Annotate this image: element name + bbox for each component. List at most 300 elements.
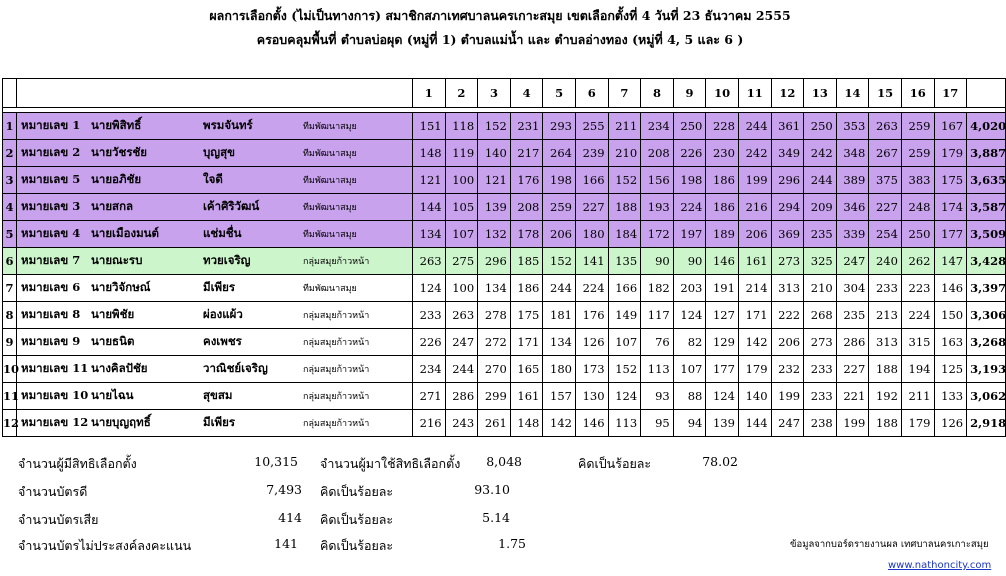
candidate-last-name: พรมจันทร์ (203, 118, 253, 132)
vote-cell: 177 (934, 221, 967, 248)
vote-cell: 135 (608, 248, 641, 275)
vote-cell: 278 (478, 302, 511, 329)
vote-cell: 140 (738, 383, 771, 410)
candidate-cell (17, 356, 413, 383)
vote-cell: 223 (901, 275, 934, 302)
candidate-cell (17, 140, 413, 167)
candidate-first-name: นายบุญฤทธิ์ (91, 415, 151, 429)
vote-cell: 198 (673, 167, 706, 194)
turnout-label: คิดเป็นร้อยละ (578, 456, 652, 471)
vote-cell: 152 (608, 356, 641, 383)
vote-cell: 313 (771, 275, 804, 302)
vote-cell: 188 (608, 194, 641, 221)
vote-cell: 224 (673, 194, 706, 221)
vote-cell: 175 (934, 167, 967, 194)
vote-cell: 211 (608, 113, 641, 140)
vote-cell: 107 (445, 221, 478, 248)
vote-cell: 148 (413, 140, 446, 167)
vote-cell: 173 (575, 356, 608, 383)
vote-cell: 180 (543, 356, 576, 383)
good-ballots-value: 7,493 (266, 482, 302, 497)
vote-cell: 247 (445, 329, 478, 356)
table-row (3, 167, 1006, 194)
vote-cell: 304 (836, 275, 869, 302)
vote-cell: 140 (478, 140, 511, 167)
vote-cell: 268 (804, 302, 837, 329)
vote-cell: 233 (804, 356, 837, 383)
vote-cell: 247 (771, 410, 804, 437)
vote-cell: 125 (934, 356, 967, 383)
vote-cell: 313 (869, 329, 902, 356)
candidate-cell (17, 248, 413, 275)
rank-cell: 8 (3, 302, 17, 329)
vote-cell: 179 (934, 140, 967, 167)
candidate-party: ทีมพัฒนาสมุย (303, 284, 357, 294)
vote-cell: 171 (738, 302, 771, 329)
table-row (3, 113, 1006, 140)
vote-cell: 263 (413, 248, 446, 275)
rank-cell: 6 (3, 248, 17, 275)
candidate-cell (17, 221, 413, 248)
candidate-party: ทีมพัฒนาสมุย (303, 176, 357, 186)
vote-cell: 107 (608, 329, 641, 356)
table-row (3, 194, 1006, 221)
candidate-first-name: นายสกล (91, 199, 134, 213)
vote-cell: 216 (413, 410, 446, 437)
vote-cell: 210 (608, 140, 641, 167)
vote-cell: 82 (673, 329, 706, 356)
candidate-number: หมายเลข 9 (21, 334, 81, 348)
candidate-last-name: สุขสม (203, 388, 233, 402)
candidate-cell (17, 113, 413, 140)
candidate-party: กลุ่มสมุยก้าวหน้า (303, 419, 370, 429)
vote-cell: 176 (510, 167, 543, 194)
candidate-party: ทีมพัฒนาสมุย (303, 230, 357, 240)
vote-cell: 121 (478, 167, 511, 194)
candidate-last-name: ทวยเจริญ (203, 253, 251, 267)
vote-cell: 206 (738, 221, 771, 248)
vote-cell: 197 (673, 221, 706, 248)
unit-header: 16 (901, 79, 934, 108)
eligible-label: จำนวนผู้มีสิทธิเลือกตั้ง (18, 456, 137, 471)
vote-cell: 182 (641, 275, 674, 302)
vote-cell: 152 (478, 113, 511, 140)
vote-cell: 152 (543, 248, 576, 275)
candidate-first-name: นายณะรบ (91, 253, 143, 267)
rank-cell: 5 (3, 221, 17, 248)
total-cell: 3,397 (967, 275, 1006, 302)
candidate-last-name: เค้าศิริวัฒน์ (203, 199, 260, 213)
vote-cell: 180 (575, 221, 608, 248)
unit-header: 10 (706, 79, 739, 108)
candidate-last-name: มีเพียร (203, 280, 236, 294)
vote-cell: 275 (445, 248, 478, 275)
vote-cell: 161 (510, 383, 543, 410)
vote-cell: 259 (901, 140, 934, 167)
total-cell: 4,020 (967, 113, 1006, 140)
vote-cell: 242 (738, 140, 771, 167)
unit-header: 17 (934, 79, 967, 108)
vote-cell: 244 (543, 275, 576, 302)
vote-cell: 124 (413, 275, 446, 302)
candidate-number: หมายเลข 8 (21, 307, 81, 321)
vote-cell: 181 (543, 302, 576, 329)
vote-cell: 203 (673, 275, 706, 302)
vote-cell: 161 (738, 248, 771, 275)
rank-cell: 2 (3, 140, 17, 167)
rank-cell: 4 (3, 194, 17, 221)
no-vote-ballots-label: จำนวนบัตรไม่ประสงค์ลงคะแนน (18, 538, 192, 553)
vote-cell: 134 (543, 329, 576, 356)
vote-cell: 119 (445, 140, 478, 167)
vote-cell: 263 (869, 113, 902, 140)
bad-ballots-label: จำนวนบัตรเสีย (18, 512, 99, 527)
total-cell: 3,509 (967, 221, 1006, 248)
vote-cell: 188 (869, 356, 902, 383)
vote-cell: 294 (771, 194, 804, 221)
candidate-number: หมายเลข 6 (21, 280, 81, 294)
vote-cell: 209 (804, 194, 837, 221)
candidate-number: หมายเลข 1 (21, 118, 81, 132)
vote-cell: 193 (641, 194, 674, 221)
vote-cell: 133 (934, 383, 967, 410)
vote-cell: 254 (869, 221, 902, 248)
candidate-last-name: บุญสุข (203, 145, 235, 159)
vote-cell: 299 (478, 383, 511, 410)
vote-cell: 105 (445, 194, 478, 221)
candidate-party: กลุ่มสมุยก้าวหน้า (303, 338, 370, 348)
candidate-last-name: แช่มชื่น (203, 226, 242, 240)
vote-cell: 188 (869, 410, 902, 437)
vote-cell: 150 (934, 302, 967, 329)
vote-cell: 151 (413, 113, 446, 140)
title-line-2: ครอบคลุมพื้นที่ ตำบลบ่อผุด (หมู่ที่ 1) ตำบลแม่น้ำ และ ตำบลอ่างทอง (หมู่ที่ 4, 5 และ 6 ) (256, 32, 744, 47)
candidate-last-name: ผ่องแผ้ว (203, 307, 243, 321)
vote-cell: 76 (641, 329, 674, 356)
unit-header: 11 (738, 79, 771, 108)
header-blank (17, 79, 413, 108)
unit-header: 7 (608, 79, 641, 108)
vote-cell: 146 (706, 248, 739, 275)
vote-cell: 227 (836, 356, 869, 383)
vote-cell: 228 (706, 113, 739, 140)
vote-cell: 144 (738, 410, 771, 437)
vote-cell: 90 (673, 248, 706, 275)
vote-cell: 199 (836, 410, 869, 437)
candidate-number: หมายเลข 12 (21, 415, 89, 429)
vote-cell: 216 (738, 194, 771, 221)
vote-cell: 178 (510, 221, 543, 248)
candidate-party: กลุ่มสมุยก้าวหน้า (303, 257, 370, 267)
unit-header: 14 (836, 79, 869, 108)
candidate-party: ทีมพัฒนาสมุย (303, 203, 357, 213)
vote-cell: 234 (413, 356, 446, 383)
bad-pct-value: 5.14 (482, 510, 510, 525)
total-cell: 3,587 (967, 194, 1006, 221)
bad-ballots-value: 414 (278, 510, 302, 525)
vote-cell: 224 (901, 302, 934, 329)
vote-cell: 353 (836, 113, 869, 140)
candidate-party: กลุ่มสมุยก้าวหน้า (303, 311, 370, 321)
total-cell: 3,268 (967, 329, 1006, 356)
unit-header: 13 (804, 79, 837, 108)
vote-cell: 186 (706, 194, 739, 221)
vote-cell: 142 (738, 329, 771, 356)
vote-cell: 124 (706, 383, 739, 410)
vote-cell: 191 (706, 275, 739, 302)
vote-cell: 179 (738, 356, 771, 383)
vote-cell: 184 (608, 221, 641, 248)
good-ballots-label: จำนวนบัตรดี (18, 484, 88, 499)
vote-cell: 224 (575, 275, 608, 302)
vote-cell: 210 (804, 275, 837, 302)
vote-cell: 179 (901, 410, 934, 437)
candidate-first-name: นายไฉน (91, 388, 134, 402)
candidate-number: หมายเลข 7 (21, 253, 81, 267)
total-cell: 2,918 (967, 410, 1006, 437)
vote-cell: 132 (478, 221, 511, 248)
candidate-first-name: นายวัชรชัย (91, 145, 148, 159)
vote-cell: 127 (706, 302, 739, 329)
vote-cell: 163 (934, 329, 967, 356)
vote-cell: 194 (901, 356, 934, 383)
vote-cell: 208 (641, 140, 674, 167)
vote-cell: 124 (608, 383, 641, 410)
vote-cell: 361 (771, 113, 804, 140)
candidate-cell (17, 410, 413, 437)
vote-cell: 369 (771, 221, 804, 248)
vote-cell: 349 (771, 140, 804, 167)
vote-cell: 130 (575, 383, 608, 410)
vote-cell: 129 (706, 329, 739, 356)
vote-cell: 235 (804, 221, 837, 248)
vote-cell: 93 (641, 383, 674, 410)
candidate-cell (17, 383, 413, 410)
candidate-first-name: นางคิลปัชัย (91, 361, 148, 375)
table-row (3, 383, 1006, 410)
vote-cell: 267 (869, 140, 902, 167)
vote-cell: 146 (575, 410, 608, 437)
vote-cell: 167 (934, 113, 967, 140)
vote-cell: 261 (478, 410, 511, 437)
vote-cell: 270 (478, 356, 511, 383)
vote-cell: 186 (706, 167, 739, 194)
vote-cell: 186 (510, 275, 543, 302)
vote-cell: 226 (673, 140, 706, 167)
vote-cell: 149 (608, 302, 641, 329)
candidate-first-name: นายอภิชัย (91, 172, 142, 186)
candidate-cell (17, 329, 413, 356)
vote-cell: 95 (641, 410, 674, 437)
vote-cell: 233 (804, 383, 837, 410)
header-blank (967, 79, 1006, 108)
total-cell: 3,635 (967, 167, 1006, 194)
vote-cell: 147 (934, 248, 967, 275)
vote-cell: 250 (804, 113, 837, 140)
vote-cell: 152 (608, 167, 641, 194)
vote-cell: 296 (478, 248, 511, 275)
vote-cell: 141 (575, 248, 608, 275)
unit-header: 3 (478, 79, 511, 108)
candidate-number: หมายเลข 11 (21, 361, 89, 375)
vote-cell: 134 (478, 275, 511, 302)
candidate-first-name: นายธนิต (91, 334, 135, 348)
vote-cell: 247 (836, 248, 869, 275)
vote-cell: 90 (641, 248, 674, 275)
vote-cell: 199 (771, 383, 804, 410)
vote-cell: 250 (901, 221, 934, 248)
table-row (3, 140, 1006, 167)
vote-cell: 118 (445, 113, 478, 140)
vote-cell: 259 (901, 113, 934, 140)
rank-cell: 7 (3, 275, 17, 302)
vote-cell: 113 (608, 410, 641, 437)
vote-cell: 315 (901, 329, 934, 356)
bad-pct-label: คิดเป็นร้อยละ (320, 512, 394, 527)
vote-cell: 139 (478, 194, 511, 221)
unit-header: 8 (641, 79, 674, 108)
candidate-last-name: วาณิชย์เจริญ (203, 361, 268, 375)
vote-cell: 88 (673, 383, 706, 410)
eligible-value: 10,315 (254, 454, 298, 469)
table-row (3, 221, 1006, 248)
vote-cell: 117 (641, 302, 674, 329)
unit-header: 5 (543, 79, 576, 108)
no-vote-pct-value: 1.75 (498, 536, 526, 551)
unit-header: 6 (575, 79, 608, 108)
vote-cell: 185 (510, 248, 543, 275)
unit-header: 2 (445, 79, 478, 108)
vote-cell: 242 (804, 140, 837, 167)
vote-cell: 238 (804, 410, 837, 437)
rank-cell: 10 (3, 356, 17, 383)
vote-cell: 383 (901, 167, 934, 194)
vote-cell: 211 (901, 383, 934, 410)
total-cell: 3,062 (967, 383, 1006, 410)
no-vote-pct-label: คิดเป็นร้อยละ (320, 538, 394, 553)
candidate-cell (17, 167, 413, 194)
website-link[interactable]: www.nathoncity.com (888, 560, 992, 571)
vote-cell: 100 (445, 167, 478, 194)
stats-section (0, 440, 1000, 553)
vote-cell: 100 (445, 275, 478, 302)
voted-value: 8,048 (486, 454, 522, 469)
vote-cell: 230 (706, 140, 739, 167)
vote-cell: 221 (836, 383, 869, 410)
vote-cell: 177 (706, 356, 739, 383)
total-cell: 3,306 (967, 302, 1006, 329)
vote-cell: 286 (836, 329, 869, 356)
vote-cell: 248 (901, 194, 934, 221)
vote-cell: 296 (771, 167, 804, 194)
vote-cell: 213 (869, 302, 902, 329)
candidate-number: หมายเลข 2 (21, 145, 81, 159)
vote-cell: 142 (543, 410, 576, 437)
unit-header: 4 (510, 79, 543, 108)
candidate-last-name: มีเพียร (203, 415, 236, 429)
vote-cell: 176 (575, 302, 608, 329)
vote-cell: 244 (738, 113, 771, 140)
total-cell: 3,193 (967, 356, 1006, 383)
vote-cell: 199 (738, 167, 771, 194)
voted-label: จำนวนผู้มาใช้สิทธิเลือกตั้ง (320, 456, 461, 471)
vote-cell: 232 (771, 356, 804, 383)
candidate-number: หมายเลข 3 (21, 199, 81, 213)
candidate-last-name: คงเพชร (203, 334, 242, 348)
vote-cell: 206 (543, 221, 576, 248)
vote-cell: 227 (869, 194, 902, 221)
vote-cell: 263 (445, 302, 478, 329)
vote-cell: 113 (641, 356, 674, 383)
vote-cell: 107 (673, 356, 706, 383)
unit-header: 15 (869, 79, 902, 108)
vote-cell: 217 (510, 140, 543, 167)
vote-cell: 192 (869, 383, 902, 410)
header-row (3, 79, 1006, 108)
candidate-number: หมายเลข 5 (21, 172, 81, 186)
vote-cell: 146 (934, 275, 967, 302)
candidate-first-name: นายพิชัย (91, 307, 135, 321)
vote-cell: 235 (836, 302, 869, 329)
candidate-number: หมายเลข 4 (21, 226, 81, 240)
vote-cell: 234 (641, 113, 674, 140)
table-row (3, 248, 1006, 275)
candidate-number: หมายเลข 10 (21, 388, 89, 402)
vote-cell: 165 (510, 356, 543, 383)
vote-cell: 339 (836, 221, 869, 248)
vote-cell: 172 (641, 221, 674, 248)
table-row (3, 410, 1006, 437)
vote-cell: 233 (869, 275, 902, 302)
vote-cell: 126 (575, 329, 608, 356)
vote-cell: 273 (804, 329, 837, 356)
vote-cell: 189 (706, 221, 739, 248)
vote-cell: 262 (901, 248, 934, 275)
vote-cell: 346 (836, 194, 869, 221)
source-note: ข้อมูลจากบอร์ดรายงานผล เทศบาลนครเกาะสมุย (790, 539, 989, 550)
candidate-first-name: นายพิสิทธิ์ (91, 118, 142, 132)
vote-cell: 233 (413, 302, 446, 329)
vote-cell: 375 (869, 167, 902, 194)
candidate-cell (17, 194, 413, 221)
candidate-first-name: นายเมืองมนต์ (91, 226, 160, 240)
candidate-party: กลุ่มสมุยก้าวหน้า (303, 365, 370, 375)
vote-cell: 157 (543, 383, 576, 410)
vote-cell: 240 (869, 248, 902, 275)
vote-cell: 126 (934, 410, 967, 437)
vote-cell: 94 (673, 410, 706, 437)
vote-cell: 148 (510, 410, 543, 437)
table-row (3, 302, 1006, 329)
vote-cell: 389 (836, 167, 869, 194)
vote-cell: 272 (478, 329, 511, 356)
header-blank (3, 79, 17, 108)
candidate-party: กลุ่มสมุยก้าวหน้า (303, 392, 370, 402)
table-row (3, 275, 1006, 302)
rank-cell: 12 (3, 410, 17, 437)
candidate-first-name: นายวิจักษณ์ (91, 280, 151, 294)
vote-cell: 222 (771, 302, 804, 329)
unit-header: 1 (413, 79, 446, 108)
vote-cell: 198 (543, 167, 576, 194)
total-cell: 3,887 (967, 140, 1006, 167)
vote-cell: 166 (575, 167, 608, 194)
vote-cell: 259 (543, 194, 576, 221)
vote-cell: 231 (510, 113, 543, 140)
good-pct-value: 93.10 (474, 482, 510, 497)
vote-cell: 273 (771, 248, 804, 275)
unit-header: 12 (771, 79, 804, 108)
